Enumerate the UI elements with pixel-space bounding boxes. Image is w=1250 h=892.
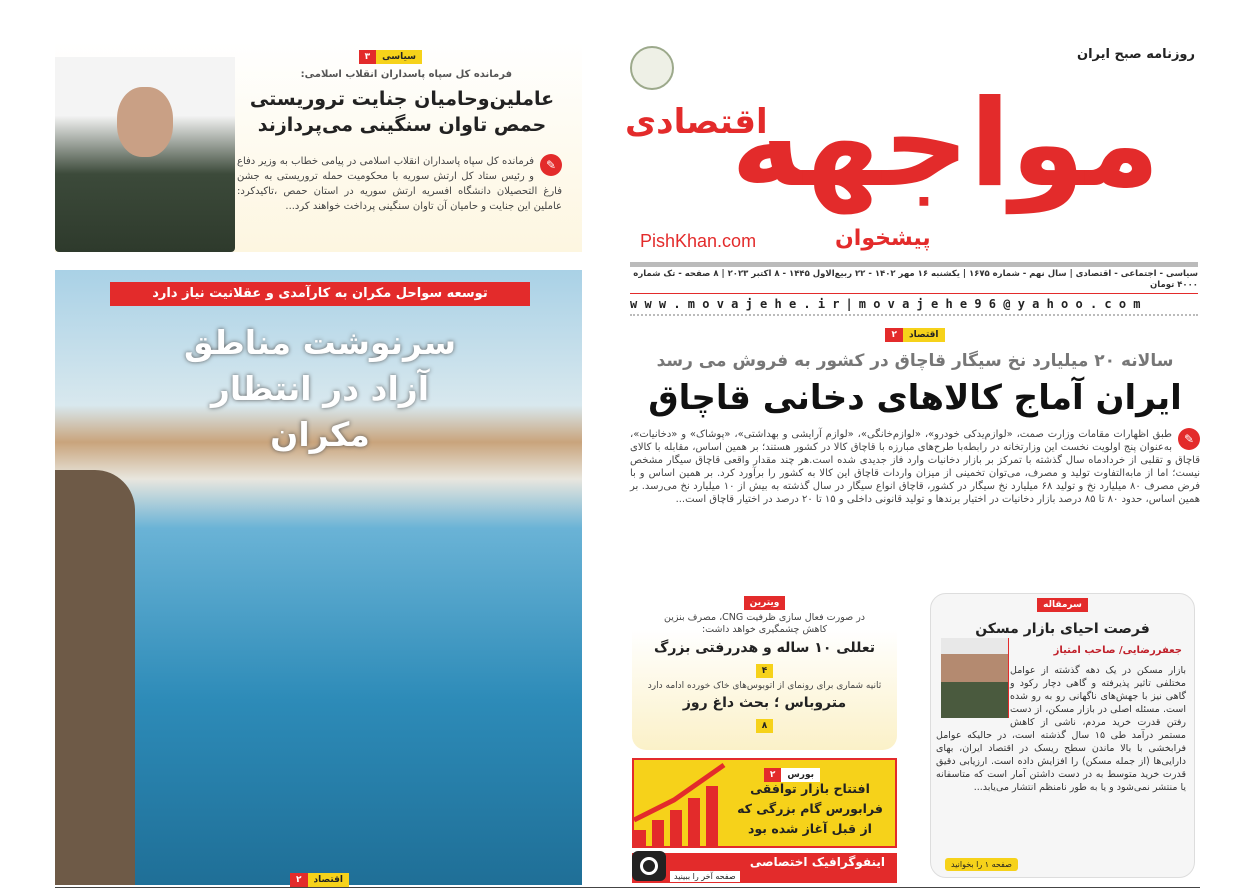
bourse-story[interactable] xyxy=(632,758,897,848)
section-tag: بورس ۲ xyxy=(764,768,820,782)
showcase-headline[interactable]: تعللی ۱۰ ساله و هدررفتی بزرگ xyxy=(653,640,876,656)
author-byline: جعفررضایی/ صاحب امتیاز xyxy=(1053,645,1182,656)
main-kicker: سالانه ۲۰ میلیارد نخ سیگار قاچاق در کشور به فروش می رسد xyxy=(656,351,1174,371)
showcase-headline[interactable]: متروباس ؛ بحث داغ روز xyxy=(682,695,847,711)
main-body: طبق اظهارات مقامات وزارت صمت، «لوازم‌یدکی خودرو»، «لوازم‌خانگی»، «لوازم آرایشی و بهداشتی»، «پوشاک» و «دخانیات»، به‌عنوان پنج اولویت نخست این وزارتخانه در رابطه‌با طرح‌های مبارزه با قاچاق کالا در کشور هستند؛ بر همین اساس، مقابله با کالای قاچاق و تقلبی از خردادماه سال گذشته با تمرکز بر بازار دخانیات وارد فاز جدیدی شده است.هر چند مقدار واقعی قاچاق سیگار مشخص نیست؛ اما از مابه‌التفاوت تولید و مصرف، می‌توان تخمینی از میزان واردات قاچاق این کالا به کشور را برآورد کرد. بر همین اساس و با فرض مصرف ۸۰ میلیارد نخ و تولید ۶۸ میلیارد نخ سیگار در کشور، قاچاق انواع سیگار در سال گذشته به بیش از ۱۰ میلیارد نخ می‌رسد. بر همین اساس، حدود ۸۰ تا ۸۵ درصد بازار دخانیات در اختیار برندها و تولید قانونی داخلی و ۱۵ تا ۲۰ درصد در اختیار قاچاق است... xyxy=(630,429,1200,505)
issue-info: سیاسی - اجتماعی - اقتصادی | سال نهم - شماره ۱۶۷۵ | یکشنبه ۱۶ مهر ۱۴۰۲ - ۲۲ ربیع‌الاول ۱۴۴۵ - ۸ اکتبر ۲۰۲۳ | ۸ صفحه - تک شماره ۴۰۰۰ تومان xyxy=(633,269,1198,290)
section-tag: اقتصاد ۲ xyxy=(885,328,944,342)
masthead-kicker: روزنامه صبح ایران xyxy=(1076,47,1195,62)
watermark-fa: پیشخوان xyxy=(835,226,931,251)
politics-story xyxy=(55,42,582,252)
makran-story[interactable] xyxy=(55,270,582,885)
politics-headline[interactable]: عاملین‌وحامیان جنایت تروریستی حمص تاوان سنگینی می‌پردازند xyxy=(249,88,555,136)
growth-chart-icon xyxy=(634,760,734,846)
showcase-kicker: در صورت فعال سازی ظرفیت CNG، مصرف بنزین کاهش چشمگیری خواهد داشت: xyxy=(663,612,866,635)
makran-headline: سرنوشت مناطق آزاد در انتظار مکران xyxy=(183,323,457,454)
main-story xyxy=(630,322,1200,506)
page-ref: ۴ xyxy=(756,664,774,678)
section-tag: اقتصاد ۲ xyxy=(290,873,349,887)
infographic-bar[interactable] xyxy=(632,853,897,883)
section-tag: ویترین xyxy=(744,596,786,610)
logo-bullet-icon: ✎ xyxy=(540,154,562,176)
cliff xyxy=(55,470,135,885)
page-ref: ۸ xyxy=(756,719,774,733)
website-link[interactable]: w w w . m o v a j e h e . i r xyxy=(630,297,840,311)
pishkhan-watermark: PishKhan.com xyxy=(640,231,757,251)
masthead xyxy=(605,40,1200,260)
seal-logo xyxy=(630,46,674,90)
commander-photo xyxy=(55,57,235,252)
photo-spacer xyxy=(936,664,1010,720)
section-tag: سیاسی ۳ xyxy=(359,50,422,64)
read-more-link[interactable]: صفحه ۱ را بخوانید xyxy=(945,858,1018,871)
politics-body: فرمانده کل سپاه پاسداران انقلاب اسلامی در پیامی خطاب به وزیر دفاع و رئیس ستاد کل ارتش سوریه با محکومیت حمله تروریستی به جشن فارغ التحصیلان دانشگاه افسریه ارتش سوریه در استان حمص ،تاکیدکرد: عاملین این جنایت و حامیان آن تاوان سنگینی پرداخت خواهند کرد... xyxy=(237,156,562,212)
infographic-label: اینفوگرافیک اختصاصی xyxy=(749,855,885,869)
chat-bubble-icon xyxy=(632,851,666,881)
logo-bullet-icon: ✎ xyxy=(1178,428,1200,450)
makran-banner: توسعه سواحل مکران به کارآمدی و عقلانیت نیاز دارد xyxy=(110,282,530,306)
showcase xyxy=(632,590,897,750)
masthead-rule xyxy=(630,262,1198,267)
editorial-headline[interactable]: فرصت احیای بازار مسکن xyxy=(975,621,1150,637)
infographic-note: صفحه آخر را ببینید xyxy=(670,871,740,882)
politics-kicker: فرمانده کل سپاه پاسداران انقلاب اسلامی: xyxy=(300,69,512,80)
masthead-title: مواجهه xyxy=(730,75,1160,214)
masthead-subtitle: اقتصادی xyxy=(625,102,768,142)
bourse-headline: افتتاح بازار توافقی فرابورس گام بزرگی که از قبل آغاز شده بود xyxy=(737,781,883,836)
editorial-body: بازار مسکن در یک دهه گذشته از عوامل مختلفی تاثیر پذیرفته و گاهی دچار رکود و گاهی نیز با جهش‌های ناگهانی رو به رو شده است. مسئله اصلی در بازار مسکن، از دست رفتن قدرت خرید مردم، ناشی از کاهش مستمر درآمد طی ۱۵ سال گذشته است، در حالیکه عوامل فرابخشی با بالا ماندن سطح ریسک در اقتصاد ایران، بهای دارایی‌ها (از جمله مسکن) را افزایش داده است. ارزیابی دقیق قدرت خرید متوسط به در دست داشتن آمار است که متاسفانه یا منتشر نمی‌شود و یا به طور نامنظم انتشار می‌یابد... xyxy=(936,665,1186,793)
showcase-kicker: ثانیه شماری برای رونمای از اتوبوس‌های خاک خورده ادامه دارد xyxy=(647,681,882,691)
main-headline[interactable]: ایران آماج کالاهای دخانی قاچاق xyxy=(648,378,1182,418)
editorial xyxy=(930,593,1195,878)
section-tag: سرمقاله xyxy=(1037,598,1088,612)
email-link[interactable]: m o v a j e h e 9 6 @ y a h o o . c o m xyxy=(858,297,1141,311)
